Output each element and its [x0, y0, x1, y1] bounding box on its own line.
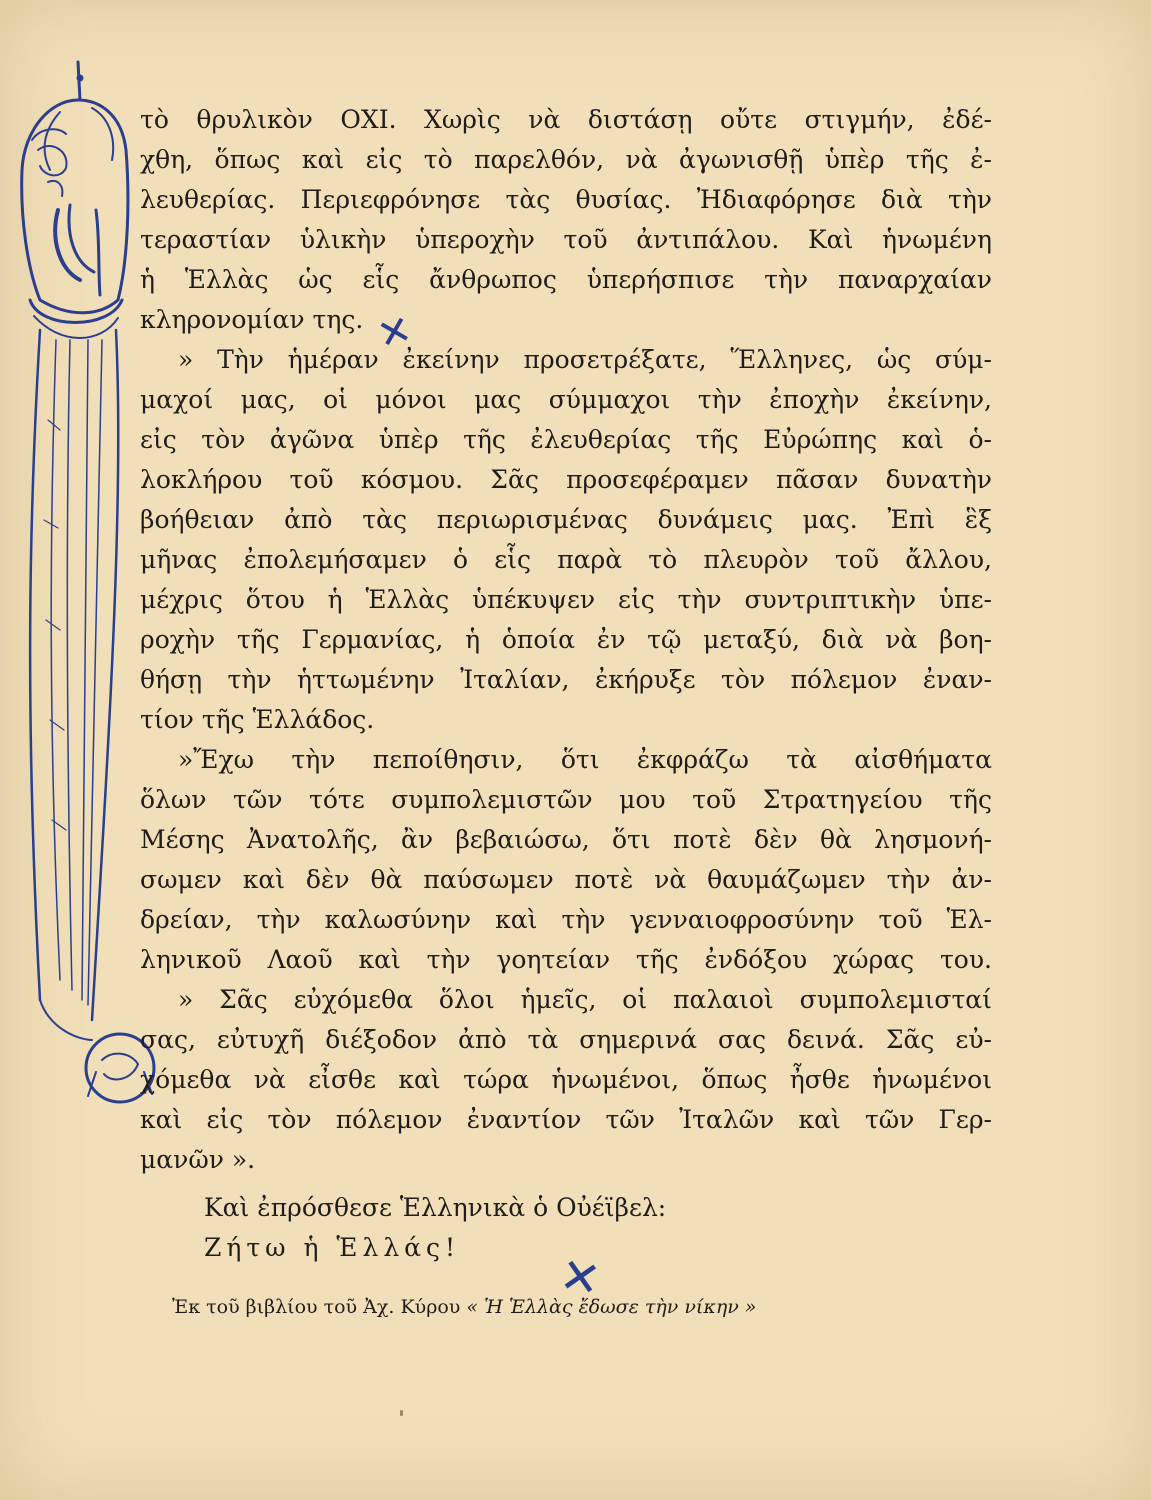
- text-line: τίον τῆς Ἑλλάδος.: [140, 705, 375, 734]
- text-line: μέχρις ὅτου ἡ Ἑλλὰς ὑπέκυψεν εἰς τὴν συντριπτικὴν ὑπε-: [140, 585, 992, 614]
- text-line: μανῶν ».: [140, 1145, 256, 1174]
- text-line: ροχὴν τῆς Γερμανίας, ἡ ὁποία ἐν τῷ μεταξύ, διὰ νὰ βοη-: [140, 625, 992, 654]
- source-prefix: Ἐκ τοῦ βιβλίου τοῦ Ἀχ. Κύρου: [172, 1296, 461, 1318]
- text-line: χόμεθα νὰ εἶσθε καὶ τώρα ἡνωμένοι, ὅπως ἦσθε ἡνωμένοι: [140, 1065, 992, 1094]
- text-line: Καὶ ἐπρόσθεσε Ἑλληνικὰ ὁ Οὐέϊβελ:: [204, 1193, 667, 1222]
- text-line: σας, εὐτυχῆ διέξοδον ἀπὸ τὰ σημερινά σας δεινά. Σᾶς εὐ-: [140, 1025, 992, 1054]
- text-line: » Σᾶς εὐχόμεθα ὅλοι ἡμεῖς, οἱ παλαιοὶ συμπολεμισταί: [178, 985, 992, 1014]
- page-text: [140, 100, 992, 1268]
- text-line: σωμεν καὶ δὲν θὰ παύσωμεν ποτὲ νὰ θαυμάζωμεν τὴν ἀν-: [140, 865, 992, 894]
- source-title: « Ἡ Ἑλλὰς ἔδωσε τὴν νίκην »: [466, 1296, 757, 1318]
- text-line: μῆνας ἐπολεμήσαμεν ὁ εἷς παρὰ τὸ πλευρὸν τοῦ ἄλλου,: [140, 545, 992, 574]
- text-line: θήσῃ τὴν ἡττωμένην Ἰταλίαν, ἐκήρυξε τὸν πόλεμον ἐναν-: [140, 665, 992, 694]
- text-line: λευθερίας. Περιεφρόνησε τὰς θυσίας. Ἠδιαφόρησε διὰ τὴν: [140, 185, 992, 214]
- pen-cross-mark: ✕: [372, 306, 417, 360]
- text-line: βοήθειαν ἀπὸ τὰς περιωρισμένας δυνάμεις μας. Ἐπὶ ἓξ: [140, 505, 992, 534]
- text-line: ὅλων τῶν τότε συμπολεμιστῶν μου τοῦ Στρατηγείου τῆς: [140, 785, 992, 814]
- text-line: λοκλήρου τοῦ κόσμου. Σᾶς προσεφέραμεν πᾶσαν δυνατὴν: [140, 465, 992, 494]
- text-line: δρείαν, τὴν καλωσύνην καὶ τὴν γενναιοφροσύνην τοῦ Ἑλ-: [140, 905, 992, 934]
- text-line: καὶ εἰς τὸν πόλεμον ἐναντίον τῶν Ἰταλῶν καὶ τῶν Γερ-: [140, 1105, 992, 1134]
- text-line: ληνικοῦ Λαοῦ καὶ τὴν γοητείαν τῆς ἐνδόξου χώρας του.: [140, 945, 992, 974]
- pen-cross-mark: ✕: [555, 1246, 605, 1310]
- text-line: »Ἔχω τὴν πεποίθησιν, ὅτι ἐκφράζω τὰ αἰσθήματα: [178, 745, 992, 774]
- text-line: τεραστίαν ὑλικὴν ὑπεροχὴν τοῦ ἀντιπάλου. Καὶ ἡνωμένη: [140, 225, 992, 254]
- text-line: εἰς τὸν ἀγῶνα ὑπὲρ τῆς ἐλευθερίας τῆς Εὐρώπης καὶ ὁ-: [140, 425, 992, 454]
- text-line: τὸ θρυλικὸν ΟΧΙ. Χωρὶς νὰ διστάσῃ οὔτε στιγμήν, ἐδέ-: [140, 105, 992, 134]
- text-line: Ζήτω ἡ Ἑλλάς!: [204, 1233, 461, 1262]
- text-line: » Τὴν ἡμέραν ἐκείνην προσετρέξατε, Ἕλληνες, ὡς σύμ-: [178, 345, 992, 374]
- text-line: κληρονομίαν της.: [140, 305, 364, 334]
- paper-speck: [400, 1410, 403, 1416]
- text-line: Μέσης Ἀνατολῆς, ἂν βεβαιώσω, ὅτι ποτὲ δὲν θὰ λησμονή-: [140, 825, 992, 854]
- text-line: ἡ Ἑλλὰς ὡς εἷς ἄνθρωπος ὑπερήσπισε τὴν παναρχαίαν: [140, 265, 992, 294]
- text-line: μαχοί μας, οἱ μόνοι μας σύμμαχοι τὴν ἐποχὴν ἐκείνην,: [140, 385, 992, 414]
- source-citation: [172, 1296, 756, 1318]
- text-line: χθη, ὅπως καὶ εἰς τὸ παρελθόν, νὰ ἀγωνισθῇ ὑπὲρ τῆς ἐ-: [140, 145, 992, 174]
